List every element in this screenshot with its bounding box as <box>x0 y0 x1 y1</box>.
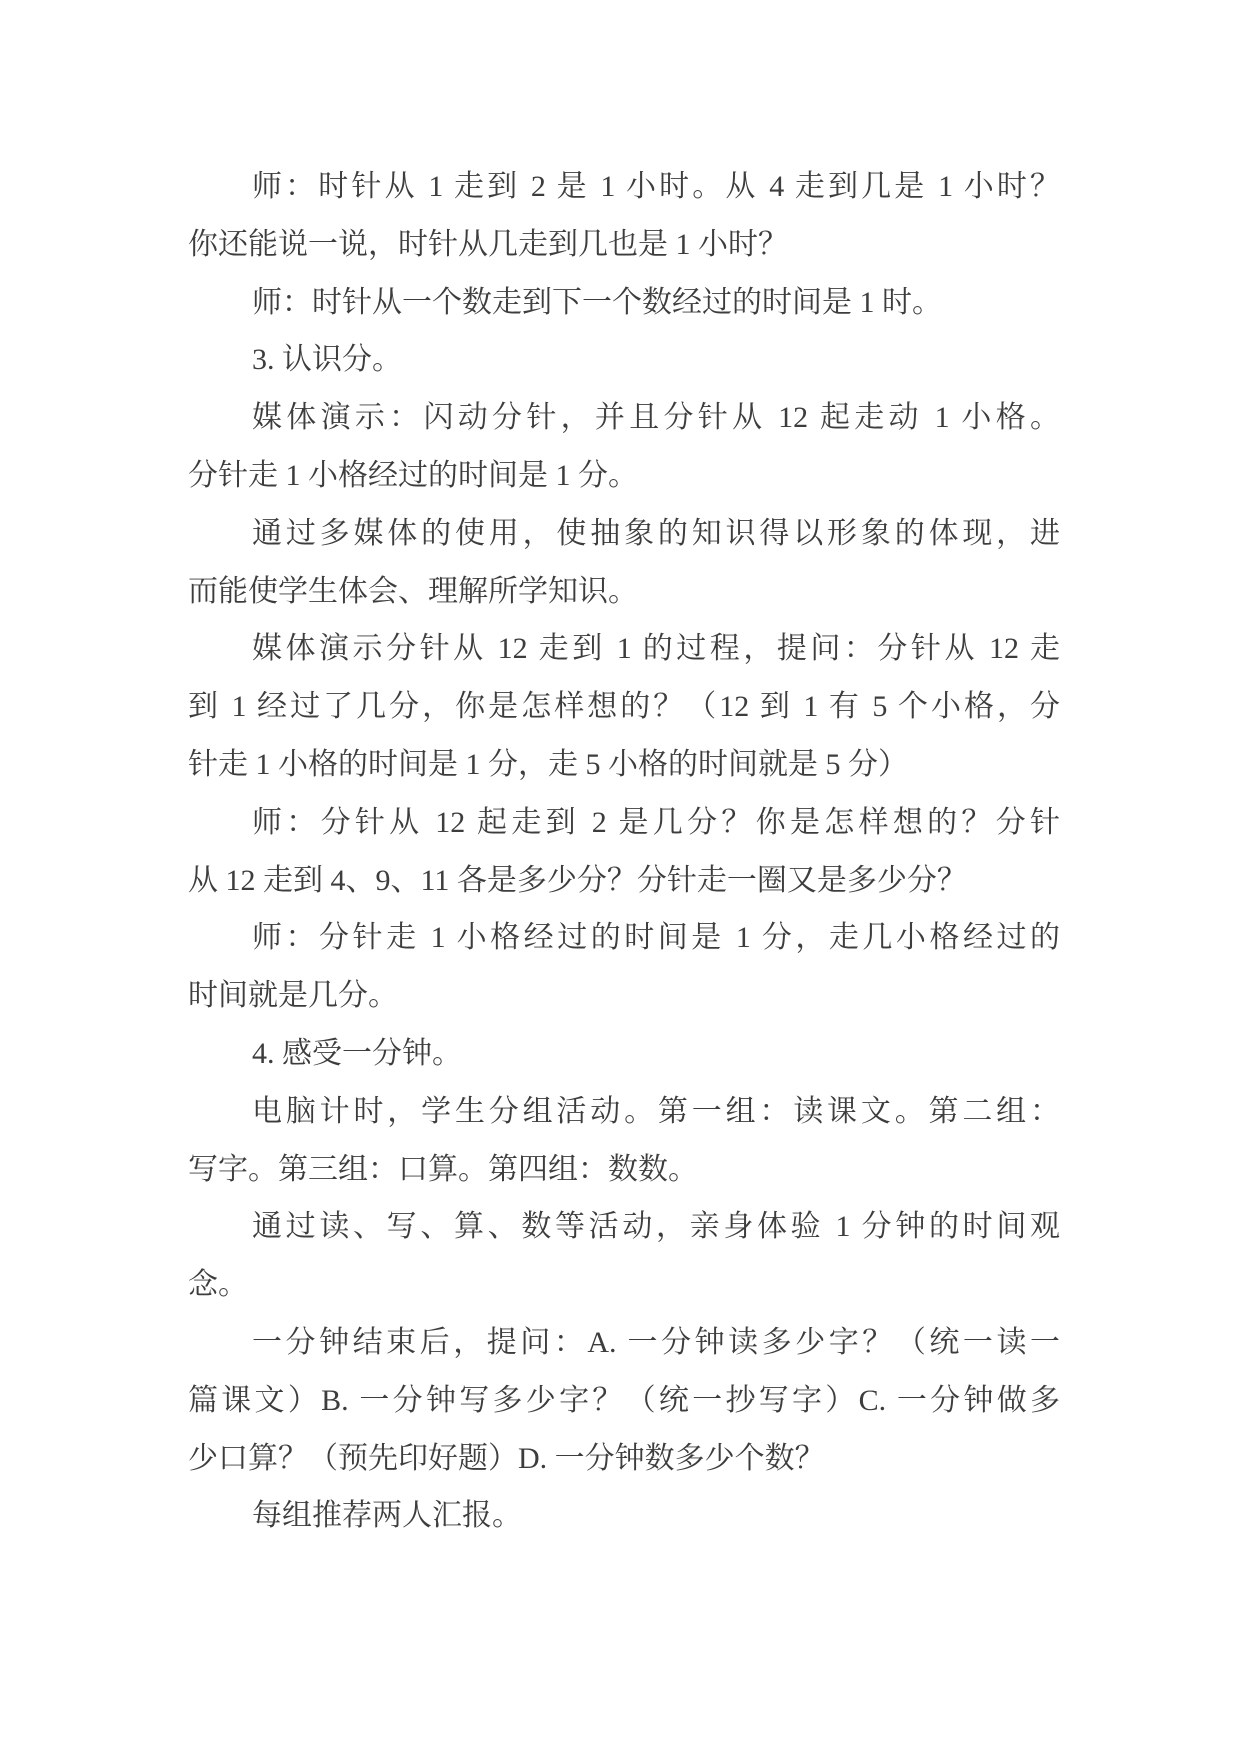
document-body <box>188 158 1060 1545</box>
text-line: 通过多媒体的使用，使抽象的知识得以形象的体现，进 <box>252 516 1060 550</box>
text-line: 从 12 走到 4、9、11 各是多少分？分针走一圈又是多少分？ <box>188 863 967 897</box>
text-line: 针走 1 小格的时间是 1 分，走 5 小格的时间就是 5 分） <box>188 747 908 781</box>
text-line: 一分钟结束后，提问：A. 一分钟读多少字？（统一读一 <box>252 1325 1060 1359</box>
text-line: 3. 认识分。 <box>252 343 402 377</box>
text-line: 每组推荐两人汇报。 <box>252 1499 522 1533</box>
text-line: 通过读、写、算、数等活动，亲身体验 1 分钟的时间观 <box>252 1210 1060 1244</box>
text-line: 师：分针走 1 小格经过的时间是 1 分，走几小格经过的 <box>252 921 1060 955</box>
text-line: 师：时针从一个数走到下一个数经过的时间是 1 时。 <box>252 285 942 319</box>
text-line: 媒体演示分针从 12 走到 1 的过程，提问：分针从 12 走 <box>252 632 1060 666</box>
text-line: 分针走 1 小格经过的时间是 1 分。 <box>188 458 638 492</box>
text-line: 师：分针从 12 起走到 2 是几分？你是怎样想的？分针 <box>252 805 1060 839</box>
text-line: 你还能说一说，时针从几走到几也是 1 小时？ <box>188 227 788 261</box>
text-line: 4. 感受一分钟。 <box>252 1036 462 1070</box>
text-line: 少口算？（预先印好题）D. 一分钟数多少个数？ <box>188 1441 825 1475</box>
text-line: 篇课文）B. 一分钟写多少字？（统一抄写字）C. 一分钟做多 <box>188 1383 1060 1417</box>
text-line: 媒体演示：闪动分针，并且分针从 12 起走动 1 小格。 <box>252 401 1060 435</box>
text-line: 到 1 经过了几分，你是怎样想的？（12 到 1 有 5 个小格，分 <box>188 690 1060 724</box>
text-line: 师：时针从 1 走到 2 是 1 小时。从 4 走到几是 1 小时？ <box>252 170 1060 203</box>
text-line: 时间就是几分。 <box>188 979 398 1013</box>
text-line: 而能使学生体会、理解所学知识。 <box>188 574 638 608</box>
text-line: 念。 <box>188 1268 248 1302</box>
text-line: 写字。第三组：口算。第四组：数数。 <box>188 1152 698 1186</box>
text-line: 电脑计时，学生分组活动。第一组：读课文。第二组： <box>252 1094 1060 1128</box>
